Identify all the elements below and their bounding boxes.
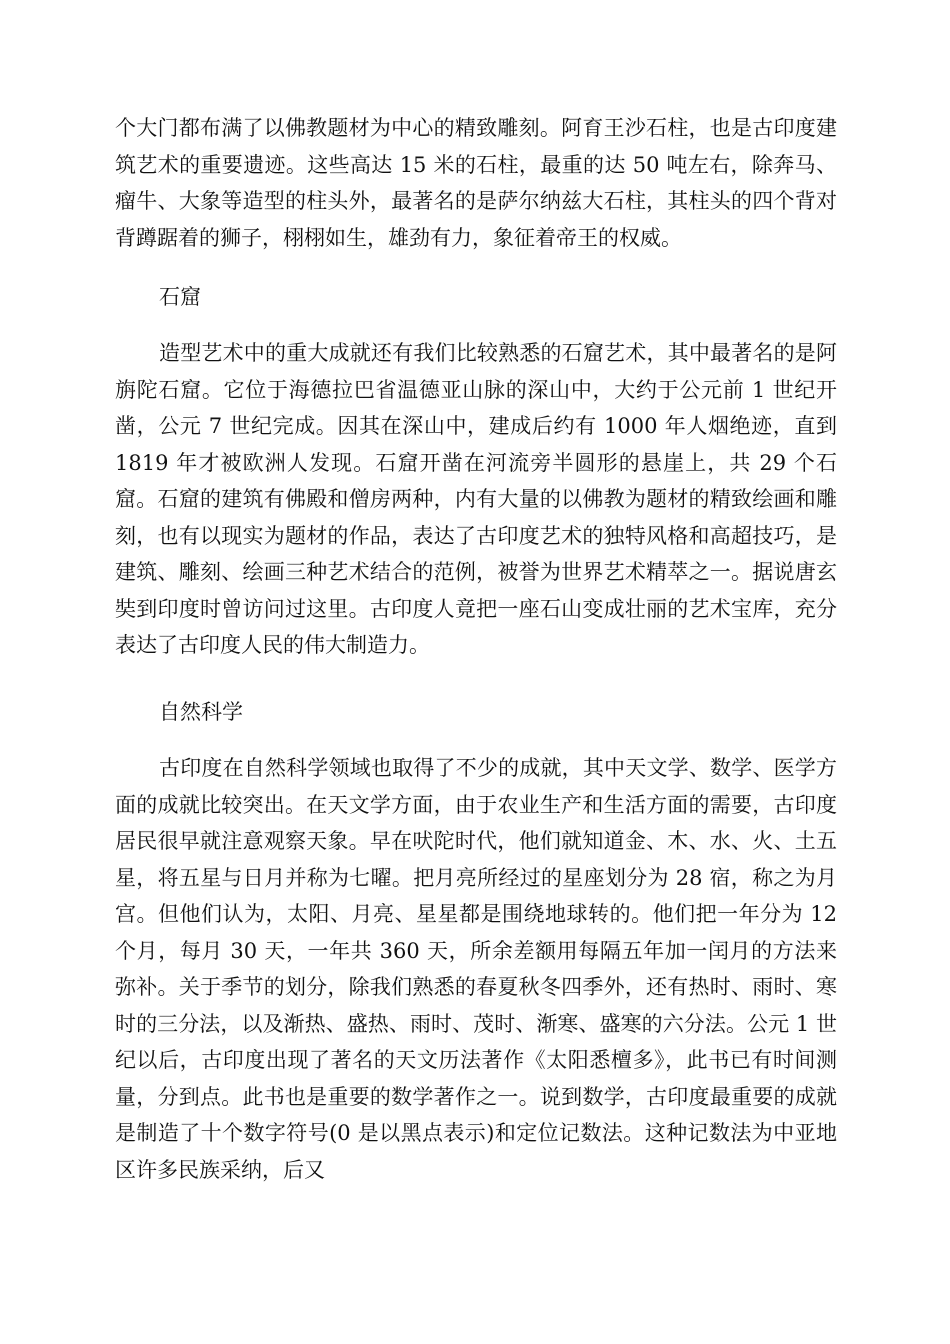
paragraph-pillar-continuation: [115, 110, 837, 256]
body-paragraph: 古印度在自然科学领域也取得了不少的成就，其中天文学、数学、医学方面的成就比较突出。在天文学方面，由于农业生产和生活方面的需要，古印度居民很早就注意观察天象。早在吠陀时代，他们就知道金、木、水、火、土五星，将五星与日月并称为七曜。把月亮所经过的星座划分为 28 宿，称之为月宫。但他们认为，太阳、月亮、星星都是围绕地球转的。他们把一年分为 12 个月，每月 30 天，一年共 360 天，所余差额用每隔五年加一闰月的方法来弥补。关于季节的划分，除我们熟悉的春夏秋冬四季外，还有热时、雨时、寒时的三分法，以及渐热、盛热、雨时、茂时、渐寒、盛寒的六分法。公元 1 世纪以后，古印度出现了著名的天文历法著作《太阳悉檀多》，此书已有时间测量，分到点。此书也是重要的数学著作之一。说到数学，古印度最重要的成就是制造了十个数字符号(0 是以黑点表示)和定位记数法。这种记数法为中亚地区许多民族采纳，后又: [115, 756, 837, 1182]
section-heading: 自然科学: [159, 700, 243, 724]
paragraph-natural-science: [115, 750, 837, 1188]
section-heading: 石窟: [159, 285, 201, 309]
paragraph-caves: [115, 335, 837, 664]
body-paragraph: 造型艺术中的重大成就还有我们比较熟悉的石窟艺术，其中最著名的是阿旃陀石窟。它位于海德拉巴省温德亚山脉的深山中，大约于公元前 1 世纪开凿，公元 7 世纪完成。因其在深山中，建成后约有 1000 年人烟绝迹，直到 1819 年才被欧洲人发现。石窟开凿在河流旁半圆形的悬崖上，共 29 个石窟。石窟的建筑有佛殿和僧房两种，内有大量的以佛教为题材的精致绘画和雕刻，也有以现实为题材的作品，表达了古印度艺术的独特风格和高超技巧，是建筑、雕刻、绘画三种艺术结合的范例，被誉为世界艺术精萃之一。据说唐玄奘到印度时曾访问过这里。古印度人竟把一座石山变成壮丽的艺术宝库，充分表达了古印度人民的伟大制造力。: [115, 341, 837, 657]
section-heading-natural-science: [115, 694, 837, 731]
section-heading-caves: [115, 279, 837, 316]
body-paragraph: 个大门都布满了以佛教题材为中心的精致雕刻。阿育王沙石柱，也是古印度建筑艺术的重要遗迹。这些高达 15 米的石柱，最重的达 50 吨左右，除奔马、瘤牛、大象等造型的柱头外，最著名的是萨尔纳兹大石柱，其柱头的四个背对背蹲踞着的狮子，栩栩如生，雄劲有力，象征着帝王的权威。: [115, 116, 837, 250]
